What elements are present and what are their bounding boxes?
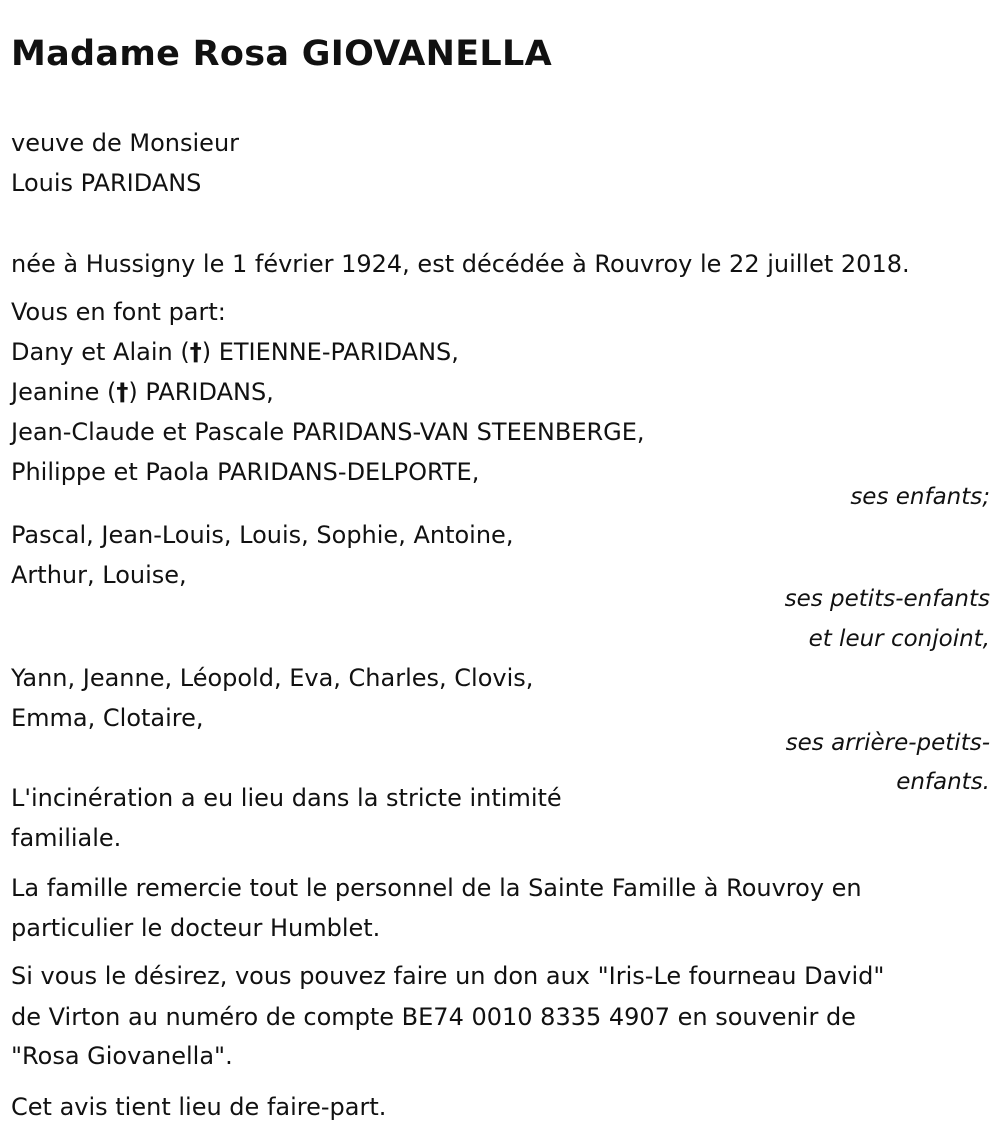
child-line-1-end: ) ETIENNE-PARIDANS, [201, 338, 459, 366]
child-line-1-start: Dany et Alain ( [11, 338, 190, 366]
cross-icon: † [116, 378, 129, 406]
donation-line-3: "Rosa Giovanella". [11, 1042, 233, 1070]
closing-line: Cet avis tient lieu de faire-part. [11, 1093, 387, 1121]
grandchildren-line-1: Pascal, Jean-Louis, Louis, Sophie, Antoine, [11, 521, 514, 549]
widow-line-2: Louis PARIDANS [11, 169, 202, 197]
donation-line-2: de Virton au numéro de compte BE74 0010 8335 4907 en souvenir de [11, 1003, 856, 1031]
cremation-line-1: L'incinération a eu lieu dans la stricte intimité [11, 784, 562, 812]
deceased-name-title: Madame Rosa GIOVANELLA [11, 34, 552, 74]
child-line-1 [11, 337, 459, 367]
thanks-line-1: La famille remercie tout le personnel de la Sainte Famille à Rouvroy en [11, 874, 862, 902]
grandchildren-label-2: et leur conjoint, [808, 626, 990, 652]
thanks-line-2: particulier le docteur Humblet. [11, 914, 381, 942]
cremation-line-2: familiale. [11, 824, 122, 852]
children-label: ses enfants; [850, 484, 990, 510]
child-line-2 [11, 377, 274, 407]
great-grandchildren-line-1: Yann, Jeanne, Léopold, Eva, Charles, Clovis, [11, 664, 534, 692]
great-grandchildren-line-2: Emma, Clotaire, [11, 704, 204, 732]
cross-icon: † [189, 338, 202, 366]
child-line-2-end: ) PARIDANS, [128, 378, 274, 406]
announce-intro: Vous en font part: [11, 298, 226, 326]
birth-death-line: née à Hussigny le 1 février 1924, est décédée à Rouvroy le 22 juillet 2018. [11, 250, 910, 278]
great-grandchildren-label-1: ses arrière-petits- [785, 730, 990, 756]
grandchildren-line-2: Arthur, Louise, [11, 561, 187, 589]
widow-line-1: veuve de Monsieur [11, 129, 240, 157]
great-grandchildren-label-2: enfants. [896, 769, 990, 795]
child-line-3: Jean-Claude et Pascale PARIDANS-VAN STEENBERGE, [11, 418, 645, 446]
child-line-2-start: Jeanine ( [11, 378, 117, 406]
child-line-4: Philippe et Paola PARIDANS-DELPORTE, [11, 458, 480, 486]
grandchildren-label-1: ses petits-enfants [784, 586, 990, 612]
donation-line-1: Si vous le désirez, vous pouvez faire un don aux "Iris-Le fourneau David" [11, 962, 885, 990]
